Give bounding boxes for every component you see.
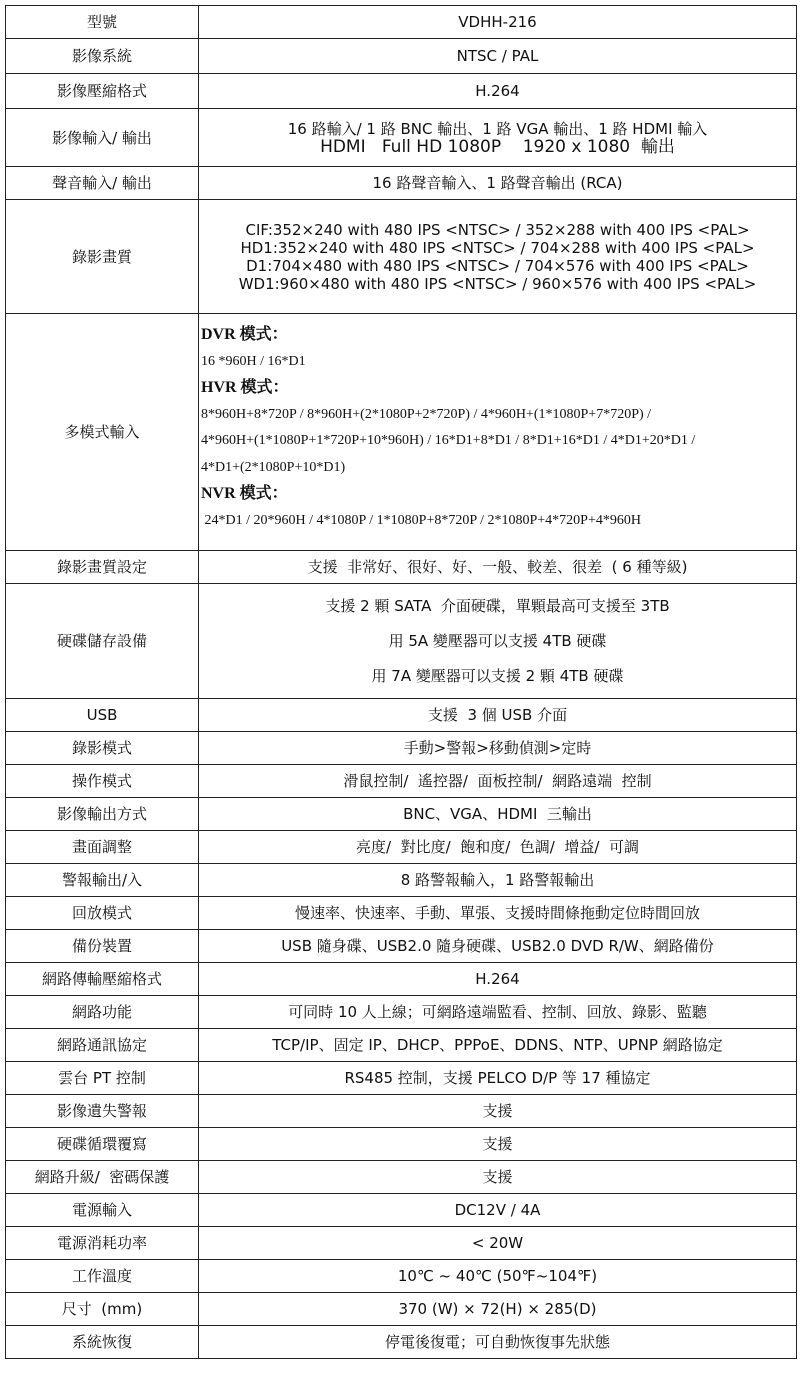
multi-mode-value <box>199 314 797 551</box>
dvr-mode-heading: DVR 模式： <box>201 326 288 343</box>
operation-label: 操作模式 <box>6 765 199 798</box>
row-video-io <box>6 109 797 167</box>
backup-value: USB 隨身碟、USB2.0 隨身硬碟、USB2.0 DVD R/W、網路備份 <box>199 930 797 963</box>
hdd-label: 硬碟儲存設備 <box>6 584 199 699</box>
audio-io-value: 16 路聲音輸入、1 路聲音輸出 (RCA) <box>199 167 797 200</box>
temperature-label: 工作溫度 <box>6 1260 199 1293</box>
protocol-value: TCP/IP、固定 IP、DHCP、PPPoE、DDNS、NTP、UPNP 網路協定 <box>199 1029 797 1062</box>
record-quality-line: HD1:352×240 with 480 IPS <NTSC> / 704×288 with 400 IPS <PAL> <box>240 238 755 257</box>
record-quality-line: CIF:352×240 with 480 IPS <NTSC> / 352×288 with 400 IPS <PAL> <box>245 220 750 239</box>
video-io-line-2: HDMI Full HD 1080P 1920 x 1080 輸出 <box>320 136 675 157</box>
row-usb <box>6 699 797 732</box>
operation-value: 滑鼠控制/ 遙控器/ 面板控制/ 網路遠端 控制 <box>199 765 797 798</box>
model-value: VDHH-216 <box>199 6 797 39</box>
temperature-value: 10℃ ~ 40℃ (50℉~104℉) <box>199 1260 797 1293</box>
row-dimensions <box>6 1293 797 1326</box>
hvr-mode-line: 4*960H+(1*1080P+1*720P+10*960H) / 16*D1+8*D1 / 8*D1+16*D1 / 4*D1+20*D1 / <box>201 433 696 448</box>
video-io-line-1: 16 路輸入/ 1 路 BNC 輸出、1 路 VGA 輸出、1 路 HDMI 輸入 <box>287 119 708 138</box>
net-upgrade-label: 網路升級/ 密碼保護 <box>6 1161 199 1194</box>
hdd-line: 用 7A 變壓器可以支援 2 顆 4TB 硬碟 <box>371 666 624 685</box>
recovery-label: 系統恢復 <box>6 1326 199 1359</box>
row-backup <box>6 930 797 963</box>
row-playback <box>6 897 797 930</box>
row-recovery <box>6 1326 797 1359</box>
row-protocol <box>6 1029 797 1062</box>
row-multi-mode <box>6 314 797 551</box>
multi-mode-label: 多模式輸入 <box>6 314 199 551</box>
row-network <box>6 996 797 1029</box>
picture-adjust-value: 亮度/ 對比度/ 飽和度/ 色調/ 增益/ 可調 <box>199 831 797 864</box>
video-loss-label: 影像遺失警報 <box>6 1095 199 1128</box>
playback-value: 慢速率、快速率、手動、單張、支援時間條拖動定位時間回放 <box>199 897 797 930</box>
backup-label: 備份裝置 <box>6 930 199 963</box>
row-quality-setting <box>6 551 797 584</box>
net-upgrade-value: 支援 <box>199 1161 797 1194</box>
record-quality-value <box>199 200 797 314</box>
power-input-label: 電源輸入 <box>6 1194 199 1227</box>
net-compression-value: H.264 <box>199 963 797 996</box>
row-net-compression <box>6 963 797 996</box>
row-hdd <box>6 584 797 699</box>
record-mode-label: 錄影模式 <box>6 732 199 765</box>
row-net-upgrade <box>6 1161 797 1194</box>
record-quality-line: D1:704×480 with 480 IPS <NTSC> / 704×576 with 400 IPS <PAL> <box>246 256 749 275</box>
nvr-mode-line: 24*D1 / 20*960H / 4*1080P / 1*1080P+8*720P / 2*1080P+4*720P+4*960H <box>201 512 641 528</box>
record-quality-line: WD1:960×480 with 480 IPS <NTSC> / 960×576 with 400 IPS <PAL> <box>238 274 757 293</box>
record-mode-value: 手動>警報>移動偵測>定時 <box>199 732 797 765</box>
spec-table <box>5 5 797 1359</box>
quality-setting-value: 支援 非常好、很好、好、一般、較差、很差 ( 6 種等級) <box>199 551 797 584</box>
ptz-label: 雲台 PT 控制 <box>6 1062 199 1095</box>
video-loss-value: 支援 <box>199 1095 797 1128</box>
hvr-mode-heading: HVR 模式： <box>201 379 289 396</box>
row-operation <box>6 765 797 798</box>
hdd-overwrite-value: 支援 <box>199 1128 797 1161</box>
power-consumption-value: < 20W <box>199 1227 797 1260</box>
power-input-value: DC12V / 4A <box>199 1194 797 1227</box>
recovery-value: 停電後復電；可自動恢復事先狀態 <box>199 1326 797 1359</box>
row-audio-io <box>6 167 797 200</box>
video-compression-value: H.264 <box>199 74 797 109</box>
video-io-label: 影像輸入/ 輸出 <box>6 109 199 167</box>
dvr-mode-line: 16 *960H / 16*D1 <box>201 353 306 369</box>
network-label: 網路功能 <box>6 996 199 1029</box>
row-picture-adjust <box>6 831 797 864</box>
video-io-value <box>199 109 797 167</box>
hdd-line: 用 5A 變壓器可以支援 4TB 硬碟 <box>388 631 607 650</box>
video-system-label: 影像系統 <box>6 39 199 74</box>
video-output-value: BNC、VGA、HDMI 三輸出 <box>199 798 797 831</box>
playback-label: 回放模式 <box>6 897 199 930</box>
row-record-quality <box>6 200 797 314</box>
protocol-label: 網路通訊協定 <box>6 1029 199 1062</box>
row-hdd-overwrite <box>6 1128 797 1161</box>
row-video-system <box>6 39 797 74</box>
picture-adjust-label: 畫面調整 <box>6 831 199 864</box>
row-video-compression <box>6 74 797 109</box>
hdd-overwrite-label: 硬碟循環覆寫 <box>6 1128 199 1161</box>
record-quality-label: 錄影畫質 <box>6 200 199 314</box>
video-compression-label: 影像壓縮格式 <box>6 74 199 109</box>
row-power-consumption <box>6 1227 797 1260</box>
audio-io-label: 聲音輸入/ 輸出 <box>6 167 199 200</box>
net-compression-label: 網路傳輸壓縮格式 <box>6 963 199 996</box>
model-label: 型號 <box>6 6 199 39</box>
video-system-value: NTSC / PAL <box>199 39 797 74</box>
hdd-value <box>199 584 797 699</box>
network-value: 可同時 10 人上線；可網路遠端監看、控制、回放、錄影、監聽 <box>199 996 797 1029</box>
quality-setting-label: 錄影畫質設定 <box>6 551 199 584</box>
row-temperature <box>6 1260 797 1293</box>
row-power-input <box>6 1194 797 1227</box>
dimensions-value: 370 (W) × 72(H) × 285(D) <box>199 1293 797 1326</box>
row-model <box>6 6 797 39</box>
hdd-line: 支援 2 顆 SATA 介面硬碟，單顆最高可支援至 3TB <box>325 596 670 615</box>
alarm-io-label: 警報輸出/入 <box>6 864 199 897</box>
hvr-mode-line: 8*960H+8*720P / 8*960H+(2*1080P+2*720P) / 4*960H+(1*1080P+7*720P) / <box>201 406 652 422</box>
dimensions-label: 尺寸 (mm) <box>6 1293 199 1326</box>
row-alarm-io <box>6 864 797 897</box>
row-video-output <box>6 798 797 831</box>
hvr-mode-line: 4*D1+(2*1080P+10*D1) <box>201 459 346 475</box>
row-record-mode <box>6 732 797 765</box>
alarm-io-value: 8 路警報輸入，1 路警報輸出 <box>199 864 797 897</box>
row-ptz <box>6 1062 797 1095</box>
usb-value: 支援 3 個 USB 介面 <box>199 699 797 732</box>
video-output-label: 影像輸出方式 <box>6 798 199 831</box>
row-video-loss <box>6 1095 797 1128</box>
power-consumption-label: 電源消耗功率 <box>6 1227 199 1260</box>
nvr-mode-heading: NVR 模式： <box>201 485 288 502</box>
ptz-value: RS485 控制，支援 PELCO D/P 等 17 種協定 <box>199 1062 797 1095</box>
usb-label: USB <box>6 699 199 732</box>
